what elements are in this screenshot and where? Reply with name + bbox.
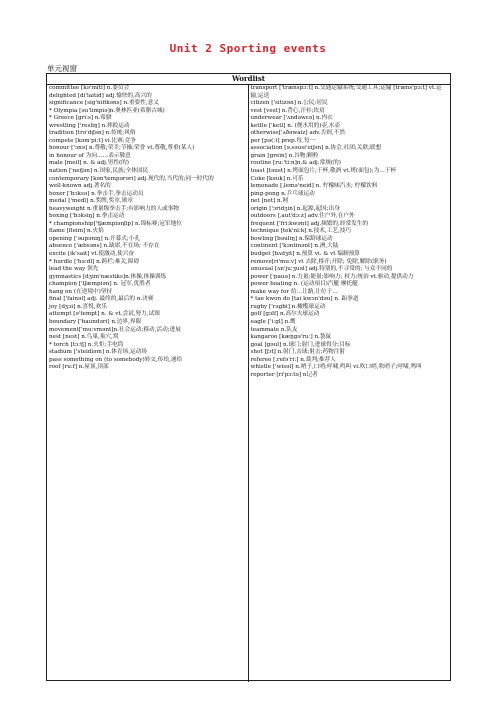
vocab-entry: joy [dʒɔi] n.喜悦,欢乐 (49, 303, 107, 310)
vocab-entry: boxer ['bɔksə] n.拳击手,拳击运动员 (49, 190, 144, 197)
vocab-entry: golf [gɔlf] n.高尔夫球运动 (250, 311, 320, 318)
vocab-entry: otherwise['ʌðəwaiz] adv.否则,不然 (250, 130, 345, 137)
vocab-entry: power ['pauə] n.力量;能量;影响力; 权力;统治 vt.驱动,提供动力 (250, 273, 414, 280)
wordlist-right-column (249, 85, 451, 682)
vocab-entry: delighted [di'laitid] adj.愉快的,高兴的 (49, 92, 152, 99)
vocab-entry: boundary ['baundəri] n.边界,界限 (49, 318, 142, 325)
vocab-entry: male [meil] n. & adj.男性(的) (49, 160, 130, 167)
vocab-entry: wrestling ['resliŋ] n.摔跤运动 (49, 122, 130, 129)
vocab-entry: ping-pong n.乒乓球运动 (250, 190, 315, 197)
vocab-entry: citizen ['sitizən] n.公民;居民 (250, 100, 328, 107)
vocab-entry: * championship['tʃæmpiənʃip] n.锦标赛;冠军地位 (49, 220, 182, 227)
vocab-entry: opening ['əupəniŋ] n.开幕式;小孔 (49, 235, 141, 242)
vocab-entry: in honour of 为向……表示敬意 (49, 152, 131, 159)
vocab-entry: * Greece [gri:s] n.希腊 (49, 115, 112, 122)
vocab-entry: unusual [ʌn'ju:ʒuəl] adj.特别的,不寻常的; 与众不同的 (250, 266, 393, 273)
vocab-entry: boxing ['bɔksiŋ] n.拳击运动 (49, 213, 125, 220)
vocab-entry: per [pə(:)] prep.每,每一 (250, 137, 316, 144)
vocab-entry: continent ['kɔntinənt] n.洲,大陆 (250, 243, 339, 250)
vocab-entry: Coke [kəuk] n.可乐 (250, 175, 304, 182)
vocab-entry: movement['mu:vmənt]n.社会运动;移动,活动;进展 (49, 326, 181, 333)
wordlist-table (46, 73, 451, 681)
vocab-entry: kangaroo [kæŋgə'ru:] n.袋鼠 (250, 334, 332, 341)
vocab-entry: kettle ['ketl] n. (烧水用的)壶,水壶 (250, 122, 341, 129)
vocab-entry: toast [təust] n.烤面包片;干杯,敬酒 vt.烤(面包);为…干杯 (250, 168, 397, 175)
vocab-entry: * tae kwon do [tai kwɔn'dəu] n. 跆拳道 (250, 296, 359, 303)
vocab-entry: contemporary [kən'tempərəri] adj.现代的,当代的;同一时代的 (49, 175, 214, 182)
vocab-entry: lead the way 领先 (49, 266, 99, 273)
vocab-entry: gymnastics [dʒim'næstiks]n.体操,体操训练 (49, 273, 167, 280)
vocab-entry: origin ['ɔridʒin] n.起源,起因;出身 (250, 205, 340, 212)
vocab-entry: grain [grein] n.谷物;颗粒 (250, 152, 319, 159)
vocab-entry: association [əˌsəusi'eiʃən] n.协会,社团;关联;联想 (250, 145, 382, 152)
vocab-entry: tradition [trə'diʃən] n.传统;风俗 (49, 130, 136, 137)
vocab-entry: net [net] n.网 (250, 198, 289, 205)
vocab-entry: rugby ['rʌgbi] n.橄榄球运动 (250, 303, 326, 310)
vocab-entry: flame [fleim] n.火焰 (49, 228, 104, 235)
vocab-entry: well-known adj.著名的 (49, 183, 111, 190)
vocab-entry: vest [vest] n.背心,汗衫;坎肩 (250, 107, 325, 114)
vocab-entry: frequent ['fri:kwənt] adj.频繁的,经常发生的 (250, 220, 369, 227)
vocab-entry: committee [kə'miti] n.委员会 (49, 85, 130, 91)
section-subtitle: 单元视窗 (47, 64, 77, 73)
vocab-entry: reporter [ri'pɔ:tə] n记者 (250, 371, 318, 378)
vocab-entry: absence ['æbsəns] n.缺席,不在场; 不存在 (49, 243, 160, 250)
vocab-entry: lemonade [ˌlemə'neid] n. 柠檬味汽水; 柠檬饮料 (250, 183, 378, 190)
vocab-entry: final ['fainəl] adj. 最终的,最后的 n.决赛 (49, 296, 154, 303)
vocab-entry: excite [ik'sait] vt.使激动,使兴奋 (49, 251, 135, 258)
vocab-entry: goal [gəul] n.球门;射门,进球得分;目标 (250, 341, 351, 348)
vocab-entry: remove[ri'mu:v] vt 去除,移开;开除; 免除,解除(职务) (250, 258, 387, 265)
wordlist-left-column (47, 85, 249, 682)
vocab-entry: whistle ['wisəl] n.哨子,口哨;呼啸,鸣叫 vi.吹口哨,吹哨子;呼啸,鸣叫 (250, 364, 422, 371)
vocab-entry: * torch [tɔ:tʃ] n.火炬;手电筒 (49, 341, 124, 348)
vocab-entry: * hurdle ['hə:dl] n.跨栏;难关,障碍 (49, 258, 140, 265)
wordlist-header: Wordlist (47, 74, 450, 85)
vocab-entry: stadium ['steidiəm] n.体育场,运动场 (49, 349, 147, 356)
page-title: Unit 2 Sporting events (169, 42, 327, 55)
vocab-entry: champion ['tʃæmpiən] n. 冠军,优胜者 (49, 281, 151, 288)
vocab-entry: heavyweight n.重量级拳击手;有影响力的人或事物 (49, 205, 179, 212)
vocab-entry: pass something on (to somebody)转交,传给,递给 (49, 356, 183, 363)
vocab-entry: underwear ['ʌndəwɛə] n.内衣 (250, 115, 333, 122)
vocab-entry: nest [nest] n.鸟巢,巢穴,窝 (49, 334, 119, 341)
vocab-entry: medal ['medl] n.奖牌,奖章,勋章 (49, 198, 133, 205)
vocab-entry: outdoors [ˌaut'dɔ:z] adv.往户外,在户外 (250, 213, 355, 220)
vocab-entry: budget [bʌdʒit] n.预算 vi. & vt 编制预算 (250, 251, 360, 258)
vocab-entry: teammate n.队友 (250, 326, 298, 333)
vocab-entry: hang on (在逆境中)坚持 (49, 288, 113, 295)
vocab-entry: make way for 给…让路,让位于… (250, 288, 338, 295)
vocab-entry: eagle ['i:gl] n.鹰 (250, 318, 296, 325)
vocab-entry: compete [kəm'pi:t] vi.比赛;竞争 (49, 137, 136, 144)
vocab-entry: nation ['neiʃən] n.国家,民族;全体国民 (49, 168, 149, 175)
vocab-entry: technique [tek'ni:k] n.技术,工艺,技巧 (250, 228, 352, 235)
vocab-entry: routine [ru:'ti:n]n.& adj.常规(的) (250, 160, 341, 167)
vocab-entry: roof [ru:f] n.屋顶,顶部 (49, 364, 109, 371)
vocab-entry: * Olympia [əu'limpiə]n.奥林匹亚(希腊古城) (49, 107, 165, 114)
vocab-entry: transport ['trænspɔ:t] n.交通运输系统;交通工具;运输 [træns'pɔ:t] vt.运输,运送 (250, 85, 442, 99)
vocab-entry: referee [ˌrefə'ri:] n.裁判;推荐人 (250, 356, 336, 363)
vocab-entry: power boating n. (运动项目)汽艇 摩托艇 (250, 281, 358, 288)
vocab-entry: honour ['ɔnə] n.尊敬;荣幸;节操;荣誉 vt.尊敬,尊重(某人) (49, 145, 195, 152)
vocab-entry: bowling [bəuliŋ] n.保龄球运动 (250, 235, 333, 242)
vocab-entry: shot [ʃɔt] n.射门,击球;射击;药物注射 (250, 349, 346, 356)
vocab-entry: significance [sig'nifikəns] n.重要性,意义 (49, 100, 159, 107)
vocab-entry: attempt [ə'tempt] n. & vt.尝试,努力,试图 (49, 311, 160, 318)
